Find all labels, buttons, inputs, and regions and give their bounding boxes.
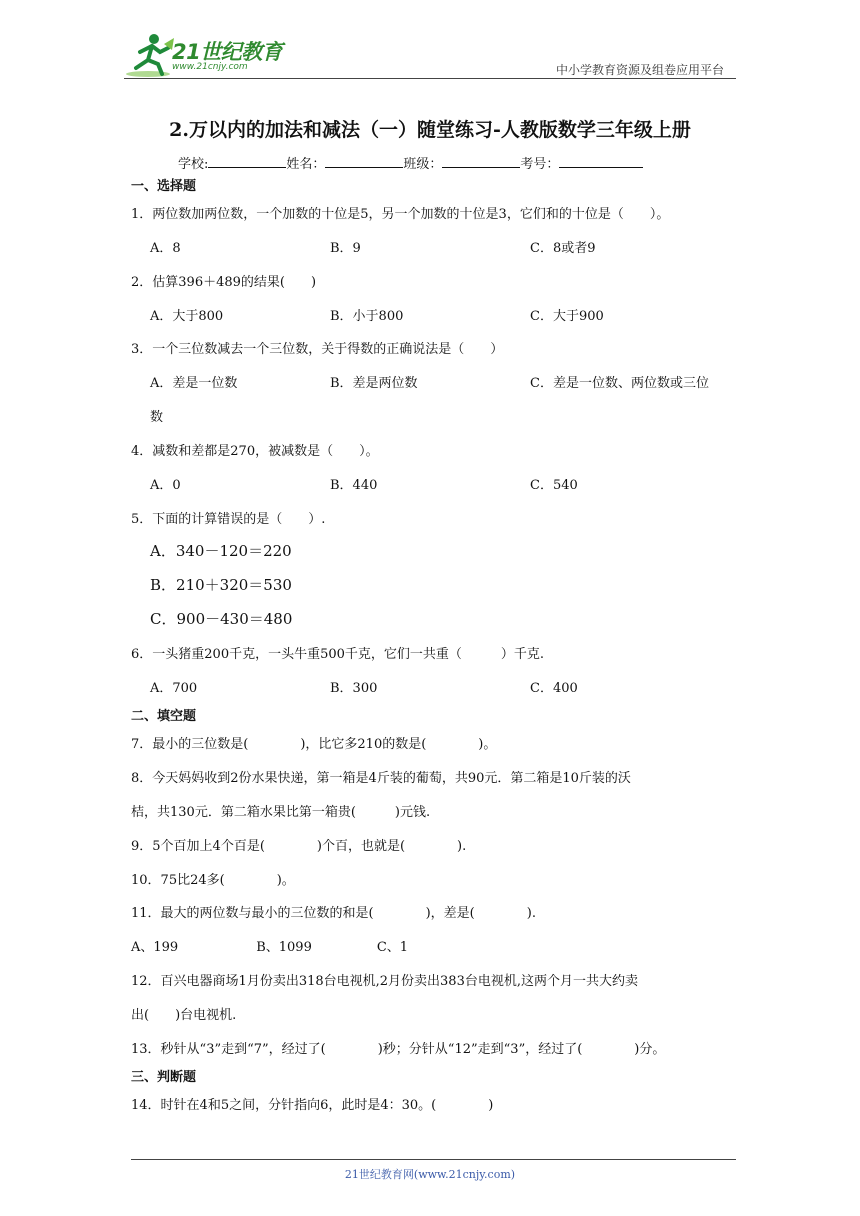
page-title: 2.万以内的加法和减法（一）随堂练习-人教版数学三年级上册 [169,119,691,141]
header-divider [124,78,736,79]
q4-option-c[interactable]: C．540 [530,478,578,493]
question-12-line-2: 出( )台电视机. [131,1008,237,1023]
question-12-line-1: 12．百兴电器商场1月份卖出318台电视机,2月份卖出383台电视机,这两个月一共大约卖 [131,974,638,989]
question-4: 4．减数和差都是270，被减数是（ ）。 [131,444,379,459]
school-field[interactable] [208,154,286,168]
question-8-line-1: 8．今天妈妈收到2份水果快递，第一箱是4斤装的葡萄，共90元．第二箱是10斤装的沃 [131,771,631,786]
q2-option-a[interactable]: A．大于800 [150,309,224,324]
q4-option-a[interactable]: A．0 [150,478,181,493]
question-1: 1．两位数加两位数，一个加数的十位是5，另一个加数的十位是3，它们和的十位是（ ）。 [131,207,670,222]
section-heading-fill: 二、填空题 [131,709,197,724]
question-9: 9．5个百加上4个百是( )个百，也就是( ). [131,839,467,854]
question-10: 10．75比24多( )。 [131,873,295,888]
exam-no-label: 考号： [520,157,560,172]
q6-option-b[interactable]: B．300 [330,681,378,696]
question-7: 7．最小的三位数是( )，比它多210的数是( )。 [131,737,497,752]
q3-option-b[interactable]: B．差是两位数 [330,376,418,391]
name-label: 姓名： [286,157,326,172]
question-8-line-2: 桔，共130元．第二箱水果比第一箱贵( )元钱. [131,805,431,820]
q4-option-b[interactable]: B．440 [330,478,378,493]
q1-option-a[interactable]: A．8 [150,241,181,256]
question-5: 5．下面的计算错误的是（ ）. [131,512,326,527]
name-field[interactable] [325,154,403,168]
question-11: 11．最大的两位数与最小的三位数的和是( )，差是( ). [131,906,536,921]
exam-no-field[interactable] [559,154,643,168]
q6-option-a[interactable]: A．700 [150,681,198,696]
q5-option-b[interactable]: B．210＋320＝530 [150,576,292,594]
q5-option-c[interactable]: C．900－430＝480 [150,610,293,628]
question-14: 14．时针在4和5之间，分针指向6，此时是4：30。( ) [131,1098,494,1113]
footer-text[interactable]: 21世纪教育网(www.21cnjy.com) [344,1168,516,1181]
logo-text: 21世纪教育 [172,40,283,64]
q3-option-a[interactable]: A．差是一位数 [150,376,238,391]
header-platform-text: 中小学教育资源及组卷应用平台 [555,63,724,77]
question-11-options[interactable]: A、199 B、1099 C、1 [131,940,409,955]
class-field[interactable] [442,154,520,168]
q2-option-c[interactable]: C．大于900 [530,309,604,324]
q1-option-b[interactable]: B．9 [330,241,361,256]
school-label: 学校: [178,157,209,172]
student-info-line [178,153,643,172]
question-6: 6．一头猪重200千克，一头牛重500千克，它们一共重（ ）千克. [131,647,545,662]
question-3: 3．一个三位数减去一个三位数，关于得数的正确说法是（ ） [131,342,504,357]
q3-option-c-continued: 数 [150,410,164,425]
logo-url: www.21cnjy.com [172,62,248,72]
q2-option-b[interactable]: B．小于800 [330,309,404,324]
section-heading-judge: 三、判断题 [131,1070,197,1085]
q3-option-c[interactable]: C．差是一位数、两位数或三位 [530,376,709,391]
question-2: 2．估算396＋489的结果( ) [131,275,317,290]
question-13: 13．秒针从“3”走到“7”，经过了( )秒；分针从“12”走到“3”，经过了( )分。 [131,1042,666,1057]
q5-option-a[interactable]: A．340－120＝220 [150,542,292,560]
footer-divider [131,1159,736,1160]
class-label: 班级： [403,157,443,172]
section-heading-choice: 一、选择题 [131,179,197,194]
q6-option-c[interactable]: C．400 [530,681,578,696]
q1-option-c[interactable]: C．8或者9 [530,241,596,256]
